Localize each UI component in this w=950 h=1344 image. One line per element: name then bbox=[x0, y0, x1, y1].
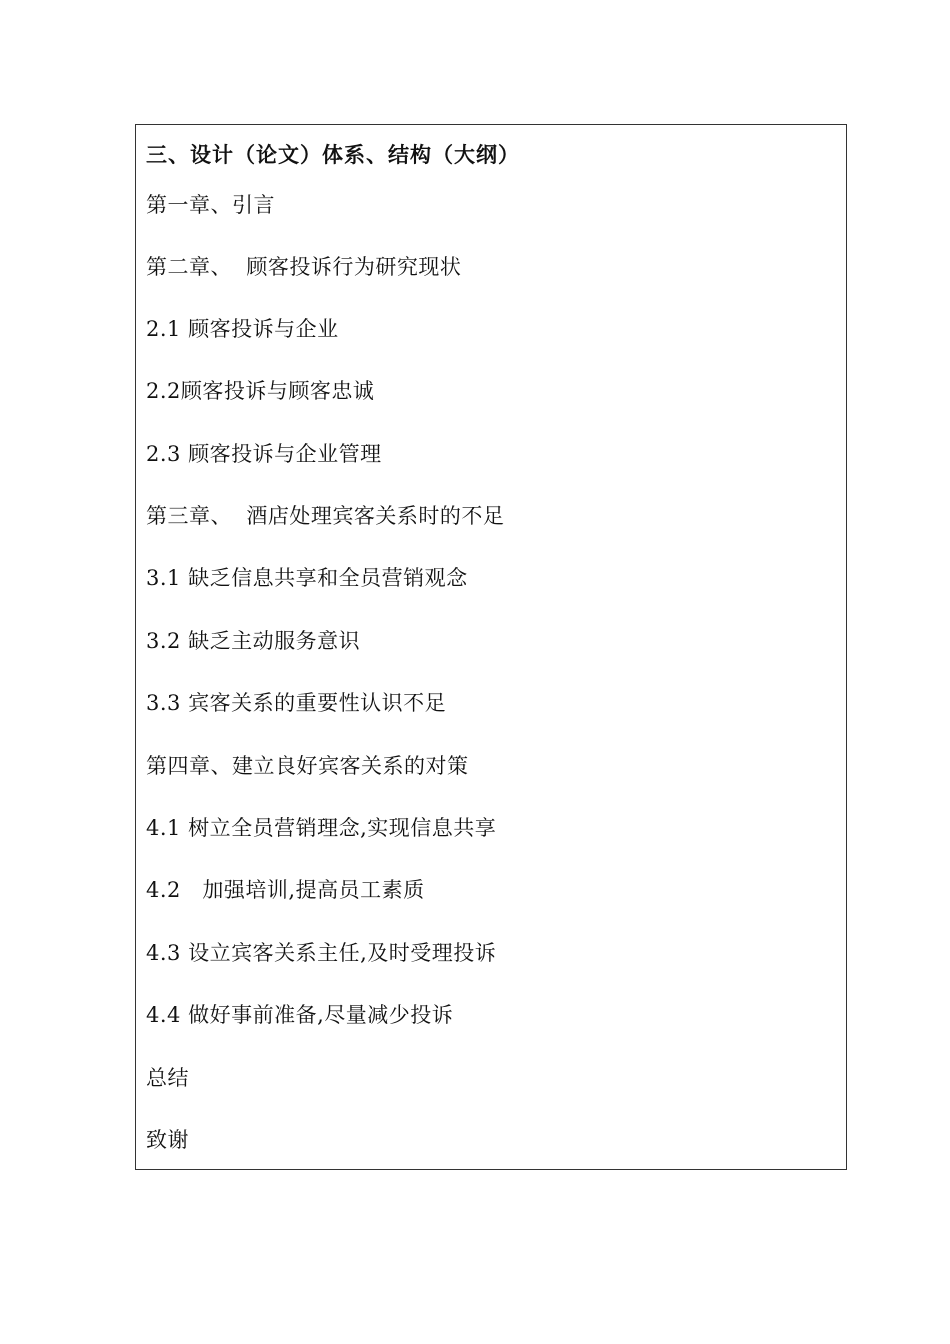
outline-item-2-1: 2.1 顾客投诉与企业 bbox=[146, 317, 339, 341]
outline-item-acknowledgements: 致谢 bbox=[146, 1128, 189, 1152]
outline-item-3-1: 3.1 缺乏信息共享和全员营销观念 bbox=[146, 566, 468, 590]
outline-item-2-3: 2.3 顾客投诉与企业管理 bbox=[146, 442, 382, 466]
outline-table-cell bbox=[135, 124, 847, 1170]
outline-item-3-2: 3.2 缺乏主动服务意识 bbox=[146, 629, 361, 653]
outline-item-4-2: 4.2 加强培训,提高员工素质 bbox=[146, 878, 425, 902]
outline-item-chapter-1: 第一章、引言 bbox=[146, 193, 275, 217]
outline-item-4-1: 4.1 树立全员营销理念,实现信息共享 bbox=[146, 816, 497, 840]
section-heading: 三、设计（论文）体系、结构（大纲） bbox=[146, 142, 520, 167]
outline-item-2-2: 2.2顾客投诉与顾客忠诚 bbox=[146, 379, 375, 403]
outline-item-chapter-3: 第三章、 酒店处理宾客关系时的不足 bbox=[146, 504, 505, 528]
outline-item-summary: 总结 bbox=[146, 1066, 189, 1090]
outline-item-chapter-4: 第四章、建立良好宾客关系的对策 bbox=[146, 754, 469, 778]
outline-item-chapter-2: 第二章、 顾客投诉行为研究现状 bbox=[146, 255, 462, 279]
outline-item-3-3: 3.3 宾客关系的重要性认识不足 bbox=[146, 691, 447, 715]
outline-item-4-4: 4.4 做好事前准备,尽量减少投诉 bbox=[146, 1003, 454, 1027]
outline-item-4-3: 4.3 设立宾客关系主任,及时受理投诉 bbox=[146, 941, 497, 965]
